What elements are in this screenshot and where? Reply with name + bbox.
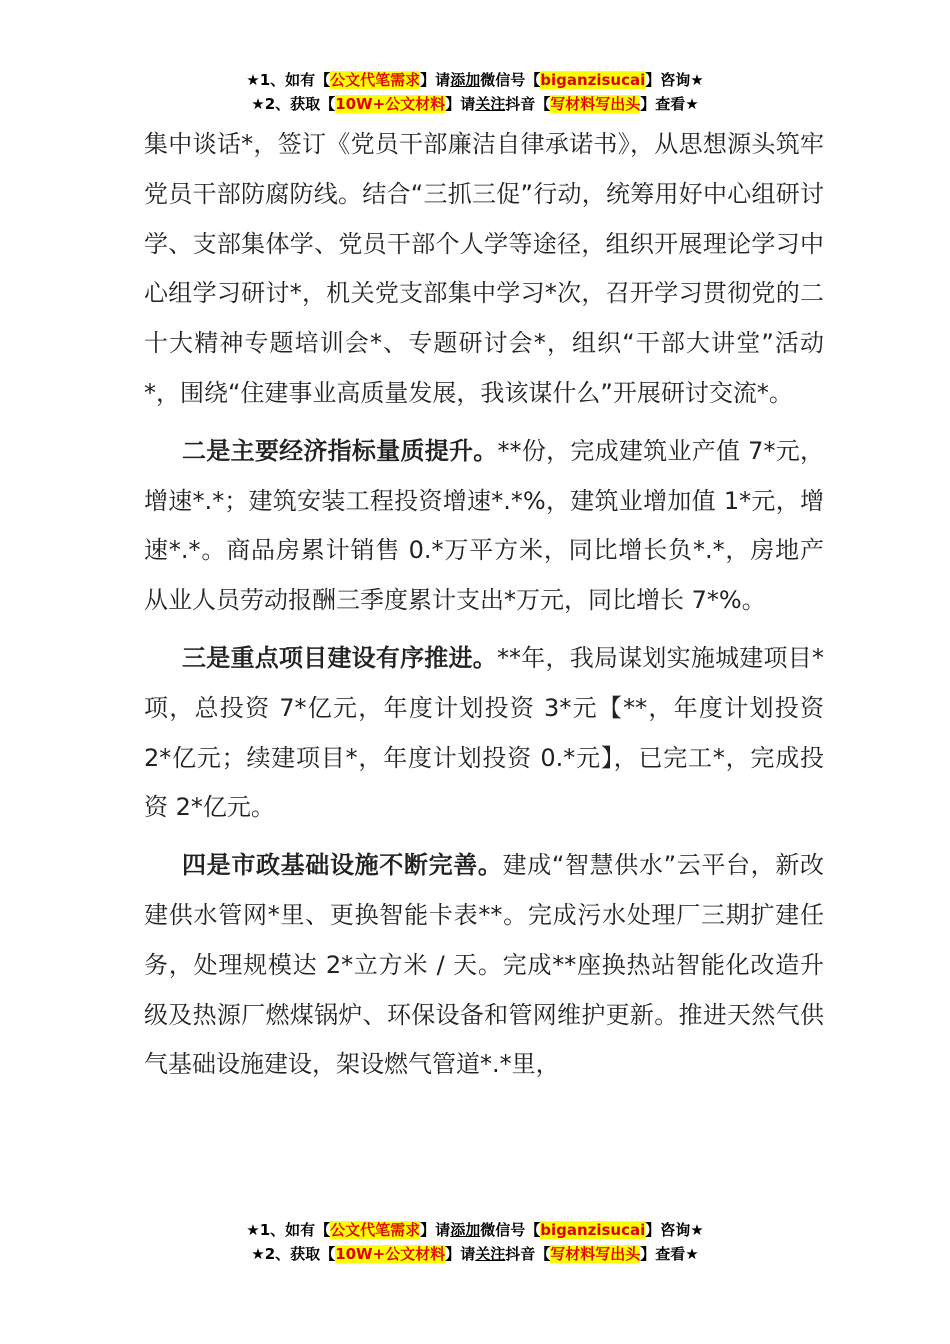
banner-text: 微信号【 bbox=[480, 71, 541, 89]
banner-text: 】请 bbox=[420, 71, 451, 89]
banner-text: ★2、获取【 bbox=[251, 1245, 336, 1263]
paragraph-key-projects bbox=[144, 634, 824, 833]
banner-highlight: 10W+公文材料 bbox=[335, 95, 446, 113]
banner-highlight: biganzisucai bbox=[540, 71, 646, 89]
banner-highlight: biganzisucai bbox=[540, 1221, 646, 1239]
banner-text: 抖音【 bbox=[505, 95, 551, 113]
top-banner-line-2 bbox=[0, 92, 950, 116]
banner-text: 】咨询★ bbox=[645, 71, 704, 89]
bottom-banner-line-1 bbox=[0, 1218, 950, 1242]
paragraph-heading: 二是主要经济指标量质提升。 bbox=[182, 436, 498, 465]
banner-underline: 关注 bbox=[475, 1245, 506, 1263]
banner-underline: 添加 bbox=[450, 1221, 481, 1239]
paragraph-text: **份，完成建筑业产值 7*元，增速*.*；建筑安装工程投资增速*.*%，建筑业增加值 1*元，增速*.*。商品房累计销售 0.*万平方米，同比增长负*.*，房地产从业人员劳动报酬三季度累计支出*万元，同比增长 7*%。 bbox=[144, 436, 824, 615]
banner-highlight: 公文代笔需求 bbox=[330, 1221, 421, 1239]
top-banner-line-1 bbox=[0, 68, 950, 92]
banner-text: 】请 bbox=[445, 1245, 476, 1263]
banner-highlight: 写材料写出头 bbox=[550, 1245, 641, 1263]
paragraph-text: **年，我局谋划实施城建项目*项，总投资 7*亿元，年度计划投资 3*元【**，年度计划投资 2*亿元；续建项目*，年度计划投资 0.*元】，已完工*，完成投资 2*亿元。 bbox=[144, 643, 824, 822]
banner-highlight: 公文代笔需求 bbox=[330, 71, 421, 89]
banner-text: ★1、如有【 bbox=[246, 71, 331, 89]
banner-text: 】查看★ bbox=[640, 1245, 699, 1263]
paragraph-economic-indicators bbox=[144, 427, 824, 626]
banner-text: 微信号【 bbox=[480, 1221, 541, 1239]
paragraph-continued bbox=[144, 120, 824, 419]
banner-text: 】咨询★ bbox=[645, 1221, 704, 1239]
banner-text: 】请 bbox=[445, 95, 476, 113]
banner-underline: 关注 bbox=[475, 95, 506, 113]
banner-text: 】查看★ bbox=[640, 95, 699, 113]
paragraph-text: 建成“智慧供水”云平台，新改建供水管网*里、更换智能卡表**。完成污水处理厂三期扩建任务，处理规模达 2*立方米 / 天。完成**座换热站智能化改造升级及热源厂燃煤锅炉、环保设备和管网维护更新。推进天然气供气基础设施建设，架设燃气管道*.*里， bbox=[144, 851, 824, 1079]
bottom-banner bbox=[0, 1218, 950, 1266]
banner-text: ★2、获取【 bbox=[251, 95, 336, 113]
banner-underline: 添加 bbox=[450, 71, 481, 89]
paragraph-infrastructure bbox=[144, 841, 824, 1090]
banner-text: 】请 bbox=[420, 1221, 451, 1239]
bottom-banner-line-2 bbox=[0, 1242, 950, 1266]
paragraph-heading: 三是重点项目建设有序推进。 bbox=[182, 643, 497, 672]
document-body bbox=[144, 120, 824, 1090]
banner-highlight: 写材料写出头 bbox=[550, 95, 641, 113]
banner-highlight: 10W+公文材料 bbox=[335, 1245, 446, 1263]
paragraph-heading: 四是市政基础设施不断完善。 bbox=[182, 851, 503, 880]
banner-text: ★1、如有【 bbox=[246, 1221, 331, 1239]
top-banner bbox=[0, 68, 950, 116]
paragraph-text: 集中谈话*，签订《党员干部廉洁自律承诺书》，从思想源头筑牢党员干部防腐防线。结合“三抓三促”行动，统筹用好中心组研讨学、支部集体学、党员干部个人学等途径，组织开展理论学习中心组学习研讨*，机关党支部集中学习*次，召开学习贯彻党的二十大精神专题培训会*、专题研讨会*，组织“干部大讲堂”活动*，围绕“住建事业高质量发展，我该谋什么”开展研讨交流*。 bbox=[144, 130, 824, 407]
banner-text: 抖音【 bbox=[505, 1245, 551, 1263]
